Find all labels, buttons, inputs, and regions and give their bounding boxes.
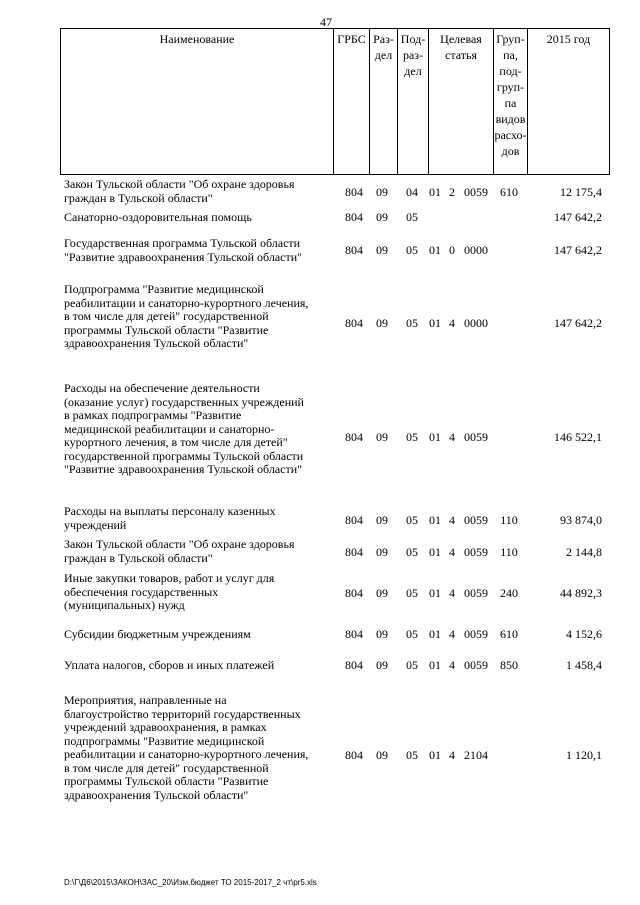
row-cs-code: 0000 [464,316,488,330]
row-name: Закон Тульской области "Об охране здоровья граждан в Тульской области" [64,537,295,565]
row-sum: 2 144,8 [566,545,602,559]
header-celevaya: Целевая статья [429,29,494,174]
row-cs-program: 01 [429,586,441,600]
row-name: Государственная программа Тульской области "Развитие здравоохранения Тульской области" [64,236,303,264]
row-cs-program: 01 [429,658,441,672]
row-razdel: 09 [376,748,388,762]
row-razdel: 09 [376,658,388,672]
row-sum: 147 642,2 [554,210,602,224]
row-podrazdel: 05 [406,316,418,330]
row-grbs: 804 [345,627,363,641]
row-razdel: 09 [376,430,388,444]
row-cs-code: 0059 [464,513,488,527]
header-name: Наименование [61,29,334,174]
row-cs-program: 01 [429,748,441,762]
row-podrazdel: 05 [406,586,418,600]
row-cs-code: 0059 [464,430,488,444]
row-razdel: 09 [376,586,388,600]
row-group: 850 [500,658,518,672]
table-header [60,28,610,175]
row-podrazdel: 05 [406,748,418,762]
row-razdel: 09 [376,545,388,559]
row-podrazdel: 05 [406,210,418,224]
row-podrazdel: 05 [406,513,418,527]
header-razdel: Раз- дел [370,29,398,174]
row-podrazdel: 04 [406,185,418,199]
row-cs-subprogram: 4 [449,627,455,641]
header-year: 2015 год [546,32,591,46]
row-group: 110 [500,545,518,559]
row-razdel: 09 [376,210,388,224]
row-grbs: 804 [345,430,363,444]
row-cs-subprogram: 4 [449,586,455,600]
row-podrazdel: 05 [406,243,418,257]
row-sum: 93 874,0 [560,513,602,527]
row-grbs: 804 [345,545,363,559]
row-cs-code: 2104 [464,748,488,762]
row-cs-program: 01 [429,316,441,330]
row-name: Подпрограмма "Развитие медицинской реабилитации и санаторно-курортного лечения, в том числе для детей" государственной программы Тульской области "Развитие здравоохранения Тульской области" [64,282,309,350]
row-cs-code: 0059 [464,586,488,600]
row-cs-subprogram: 4 [449,430,455,444]
row-sum: 146 522,1 [554,430,602,444]
header-podrazdel: Под- раз- дел [398,29,429,174]
row-name: Субсидии бюджетным учреждениям [64,627,251,641]
row-cs-program: 01 [429,545,441,559]
row-sum: 1 120,1 [566,748,602,762]
row-cs-subprogram: 4 [449,316,455,330]
row-cs-code: 0000 [464,243,488,257]
row-grbs: 804 [345,586,363,600]
row-razdel: 09 [376,513,388,527]
row-podrazdel: 05 [406,627,418,641]
row-grbs: 804 [345,243,363,257]
row-cs-program: 01 [429,185,441,199]
row-grbs: 804 [345,316,363,330]
row-cs-code: 0059 [464,627,488,641]
row-name: Закон Тульской области "Об охране здоровья граждан в Тульской области" [64,177,295,205]
row-name: Уплата налогов, сборов и иных платежей [64,658,275,672]
row-sum: 12 175,4 [560,185,602,199]
row-name: Санаторно-оздоровительная помощь [64,210,252,224]
page-number: 47 [320,15,332,29]
row-grbs: 804 [345,748,363,762]
row-razdel: 09 [376,316,388,330]
header-gruppa: Груп- па, под- груп- па видов расхо- дов [494,29,528,174]
row-cs-subprogram: 0 [449,243,455,257]
row-sum: 4 152,6 [566,627,602,641]
row-sum: 147 642,2 [554,316,602,330]
row-grbs: 804 [345,185,363,199]
row-cs-subprogram: 4 [449,513,455,527]
row-cs-subprogram: 2 [449,185,455,199]
row-sum: 44 892,3 [560,586,602,600]
row-grbs: 804 [345,658,363,672]
row-name: Расходы на обеспечение деятельности (оказание услуг) государственных учреждений в рамках подпрограммы "Развитие медицинской реабилитации и санаторно- курортного лечения, в том числе для детей" государственной программы Тульской области "Развитие здравоохранения Тульской области" [64,381,304,476]
row-podrazdel: 05 [406,430,418,444]
row-cs-subprogram: 4 [449,748,455,762]
row-cs-code: 0059 [464,658,488,672]
footer-file-path: D:\Г\Д6\2015\ЗАКОН\ЗАС_20\Изм.бюджет ТО 2015-2017_2 чт\pr5.xls [64,878,317,887]
row-sum: 1 458,4 [566,658,602,672]
row-name: Иные закупки товаров, работ и услуг для обеспечения государственных (муниципальных) нужд [64,571,275,612]
row-cs-subprogram: 4 [449,658,455,672]
row-group: 240 [500,586,518,600]
row-cs-program: 01 [429,430,441,444]
row-cs-subprogram: 4 [449,545,455,559]
row-cs-program: 01 [429,243,441,257]
row-razdel: 09 [376,185,388,199]
row-podrazdel: 05 [406,545,418,559]
row-cs-program: 01 [429,513,441,527]
row-name: Расходы на выплаты персоналу казенных учреждений [64,504,276,532]
row-grbs: 804 [345,210,363,224]
row-razdel: 09 [376,243,388,257]
row-razdel: 09 [376,627,388,641]
row-name: Мероприятия, направленные на благоустройство территорий государственных учреждений здравоохранения, в рамках подпрограммы "Развитие медицинской реабилитации и санаторно-курортного лечения, в том числе для детей" государственной программы Тульской области "Развитие здравоохранения Тульской области" [64,693,309,802]
row-podrazdel: 05 [406,658,418,672]
row-group: 610 [500,185,518,199]
row-group: 610 [500,627,518,641]
row-sum: 147 642,2 [554,243,602,257]
row-group: 110 [500,513,518,527]
row-cs-code: 0059 [464,185,488,199]
header-grbs: ГРБС [334,29,370,174]
row-cs-code: 0059 [464,545,488,559]
row-grbs: 804 [345,513,363,527]
row-cs-program: 01 [429,627,441,641]
